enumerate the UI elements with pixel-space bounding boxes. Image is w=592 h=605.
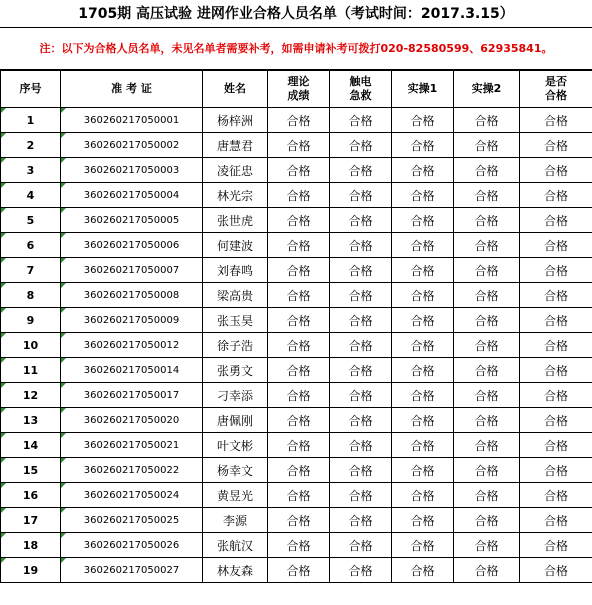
- row-theory-cell[interactable]: 合格: [268, 308, 330, 333]
- row-practical-2-cell[interactable]: 合格: [454, 533, 520, 558]
- row-practical-1-cell[interactable]: 合格: [392, 283, 454, 308]
- row-first-aid-cell[interactable]: 合格: [330, 183, 392, 208]
- row-name-cell[interactable]: 杨幸文: [203, 458, 268, 483]
- row-first-aid-cell[interactable]: 合格: [330, 333, 392, 358]
- table-row: [1, 208, 592, 233]
- row-first-aid-cell[interactable]: 合格: [330, 258, 392, 283]
- row-first-aid-cell[interactable]: 合格: [330, 408, 392, 433]
- table-row: [1, 358, 592, 383]
- row-practical-1-cell[interactable]: 合格: [392, 133, 454, 158]
- header-seq[interactable]: 序号: [1, 71, 61, 108]
- row-practical-2-cell[interactable]: 合格: [454, 333, 520, 358]
- row-seq-cell[interactable]: 13: [1, 408, 61, 433]
- row-theory-cell[interactable]: 合格: [268, 533, 330, 558]
- row-exam-id-cell[interactable]: 360260217050008: [61, 283, 203, 308]
- row-passed-cell[interactable]: 合格: [520, 483, 592, 508]
- table-row: [1, 533, 592, 558]
- table-row: [1, 258, 592, 283]
- row-exam-id-cell[interactable]: 360260217050012: [61, 333, 203, 358]
- row-name-cell[interactable]: 张世虎: [203, 208, 268, 233]
- header-first-aid[interactable]: 触电 急救: [330, 71, 392, 108]
- table-row: [1, 433, 592, 458]
- row-seq-cell[interactable]: 12: [1, 383, 61, 408]
- row-passed-cell[interactable]: 合格: [520, 533, 592, 558]
- row-theory-cell[interactable]: 合格: [268, 108, 330, 133]
- row-practical-2-cell[interactable]: 合格: [454, 133, 520, 158]
- table-row: [1, 508, 592, 533]
- row-name-cell[interactable]: 徐子浩: [203, 333, 268, 358]
- row-first-aid-cell[interactable]: 合格: [330, 208, 392, 233]
- row-practical-1-cell[interactable]: 合格: [392, 358, 454, 383]
- header-theory[interactable]: 理论 成绩: [268, 71, 330, 108]
- table-row: [1, 183, 592, 208]
- row-practical-2-cell[interactable]: 合格: [454, 433, 520, 458]
- row-theory-cell[interactable]: 合格: [268, 133, 330, 158]
- row-passed-cell[interactable]: 合格: [520, 383, 592, 408]
- row-practical-1-cell[interactable]: 合格: [392, 408, 454, 433]
- row-practical-2-cell[interactable]: 合格: [454, 233, 520, 258]
- table-row: [1, 333, 592, 358]
- table-row: [1, 558, 592, 583]
- row-name-cell[interactable]: 张玉昊: [203, 308, 268, 333]
- row-theory-cell[interactable]: 合格: [268, 558, 330, 583]
- row-theory-cell[interactable]: 合格: [268, 508, 330, 533]
- row-exam-id-cell[interactable]: 360260217050020: [61, 408, 203, 433]
- row-theory-cell[interactable]: 合格: [268, 483, 330, 508]
- row-seq-cell[interactable]: 3: [1, 158, 61, 183]
- row-first-aid-cell[interactable]: 合格: [330, 458, 392, 483]
- row-first-aid-cell[interactable]: 合格: [330, 308, 392, 333]
- row-seq-cell[interactable]: 10: [1, 333, 61, 358]
- row-practical-1-cell[interactable]: 合格: [392, 533, 454, 558]
- row-name-cell[interactable]: 唐佩刚: [203, 408, 268, 433]
- row-exam-id-cell[interactable]: 360260217050009: [61, 308, 203, 333]
- row-name-cell[interactable]: 杨梓洲: [203, 108, 268, 133]
- row-exam-id-cell[interactable]: 360260217050022: [61, 458, 203, 483]
- row-practical-1-cell[interactable]: 合格: [392, 333, 454, 358]
- table-row: [1, 483, 592, 508]
- row-first-aid-cell[interactable]: 合格: [330, 483, 392, 508]
- row-exam-id-cell[interactable]: 360260217050017: [61, 383, 203, 408]
- row-exam-id-cell[interactable]: 360260217050027: [61, 558, 203, 583]
- row-theory-cell[interactable]: 合格: [268, 408, 330, 433]
- row-practical-1-cell[interactable]: 合格: [392, 508, 454, 533]
- row-practical-1-cell[interactable]: 合格: [392, 108, 454, 133]
- row-theory-cell[interactable]: 合格: [268, 333, 330, 358]
- row-passed-cell[interactable]: 合格: [520, 158, 592, 183]
- row-name-cell[interactable]: 叶文彬: [203, 433, 268, 458]
- row-passed-cell[interactable]: 合格: [520, 258, 592, 283]
- row-passed-cell[interactable]: 合格: [520, 433, 592, 458]
- row-passed-cell[interactable]: 合格: [520, 108, 592, 133]
- row-exam-id-cell[interactable]: 360260217050002: [61, 133, 203, 158]
- row-practical-1-cell[interactable]: 合格: [392, 183, 454, 208]
- row-practical-1-cell[interactable]: 合格: [392, 308, 454, 333]
- row-name-cell[interactable]: 黄昱光: [203, 483, 268, 508]
- row-theory-cell[interactable]: 合格: [268, 208, 330, 233]
- row-theory-cell[interactable]: 合格: [268, 458, 330, 483]
- row-seq-cell[interactable]: 4: [1, 183, 61, 208]
- row-practical-1-cell[interactable]: 合格: [392, 258, 454, 283]
- row-passed-cell[interactable]: 合格: [520, 233, 592, 258]
- header-practical-2[interactable]: 实操2: [454, 71, 520, 108]
- table-row: [1, 133, 592, 158]
- row-passed-cell[interactable]: 合格: [520, 333, 592, 358]
- row-practical-1-cell[interactable]: 合格: [392, 458, 454, 483]
- row-passed-cell[interactable]: 合格: [520, 183, 592, 208]
- row-first-aid-cell[interactable]: 合格: [330, 283, 392, 308]
- row-passed-cell[interactable]: 合格: [520, 308, 592, 333]
- row-exam-id-cell[interactable]: 360260217050014: [61, 358, 203, 383]
- row-practical-2-cell[interactable]: 合格: [454, 508, 520, 533]
- header-exam-id[interactable]: 准 考 证: [61, 71, 203, 108]
- row-first-aid-cell[interactable]: 合格: [330, 158, 392, 183]
- table-row: [1, 408, 592, 433]
- row-exam-id-cell[interactable]: 360260217050003: [61, 158, 203, 183]
- row-name-cell[interactable]: 梁高贵: [203, 283, 268, 308]
- table-row: [1, 383, 592, 408]
- row-exam-id-cell[interactable]: 360260217050005: [61, 208, 203, 233]
- row-seq-cell[interactable]: 5: [1, 208, 61, 233]
- row-seq-cell[interactable]: 15: [1, 458, 61, 483]
- row-seq-cell[interactable]: 9: [1, 308, 61, 333]
- row-passed-cell[interactable]: 合格: [520, 458, 592, 483]
- results-table: [0, 70, 592, 583]
- row-passed-cell[interactable]: 合格: [520, 358, 592, 383]
- row-seq-cell[interactable]: 1: [1, 108, 61, 133]
- row-seq-cell[interactable]: 17: [1, 508, 61, 533]
- table-row: [1, 283, 592, 308]
- row-exam-id-cell[interactable]: 360260217050021: [61, 433, 203, 458]
- row-practical-1-cell[interactable]: 合格: [392, 433, 454, 458]
- row-practical-2-cell[interactable]: 合格: [454, 458, 520, 483]
- row-name-cell[interactable]: 刘春鸣: [203, 258, 268, 283]
- row-theory-cell[interactable]: 合格: [268, 383, 330, 408]
- row-passed-cell[interactable]: 合格: [520, 408, 592, 433]
- row-exam-id-cell[interactable]: 360260217050024: [61, 483, 203, 508]
- row-first-aid-cell[interactable]: 合格: [330, 383, 392, 408]
- row-exam-id-cell[interactable]: 360260217050001: [61, 108, 203, 133]
- row-name-cell[interactable]: 唐慧君: [203, 133, 268, 158]
- row-practical-2-cell[interactable]: 合格: [454, 483, 520, 508]
- row-theory-cell[interactable]: 合格: [268, 433, 330, 458]
- row-practical-2-cell[interactable]: 合格: [454, 108, 520, 133]
- row-seq-cell[interactable]: 18: [1, 533, 61, 558]
- row-seq-cell[interactable]: 2: [1, 133, 61, 158]
- row-name-cell[interactable]: 凌征忠: [203, 158, 268, 183]
- row-exam-id-cell[interactable]: 360260217050007: [61, 258, 203, 283]
- row-first-aid-cell[interactable]: 合格: [330, 358, 392, 383]
- row-practical-1-cell[interactable]: 合格: [392, 208, 454, 233]
- notice-text: 注：以下为合格人员名单，未见名单者需要补考，如需申请补考可拨打020-82580599、62935841。: [0, 28, 592, 70]
- row-first-aid-cell[interactable]: 合格: [330, 108, 392, 133]
- page-title: 1705期 高压试验 进网作业合格人员名单（考试时间：2017.3.15）: [0, 0, 592, 28]
- row-passed-cell[interactable]: 合格: [520, 558, 592, 583]
- row-theory-cell[interactable]: 合格: [268, 158, 330, 183]
- row-first-aid-cell[interactable]: 合格: [330, 558, 392, 583]
- row-seq-cell[interactable]: 16: [1, 483, 61, 508]
- row-name-cell[interactable]: 林友森: [203, 558, 268, 583]
- row-practical-2-cell[interactable]: 合格: [454, 183, 520, 208]
- row-passed-cell[interactable]: 合格: [520, 133, 592, 158]
- row-passed-cell[interactable]: 合格: [520, 508, 592, 533]
- row-practical-2-cell[interactable]: 合格: [454, 258, 520, 283]
- row-practical-2-cell[interactable]: 合格: [454, 158, 520, 183]
- row-exam-id-cell[interactable]: 360260217050004: [61, 183, 203, 208]
- row-practical-2-cell[interactable]: 合格: [454, 308, 520, 333]
- row-seq-cell[interactable]: 7: [1, 258, 61, 283]
- row-practical-2-cell[interactable]: 合格: [454, 408, 520, 433]
- row-name-cell[interactable]: 李源: [203, 508, 268, 533]
- row-exam-id-cell[interactable]: 360260217050006: [61, 233, 203, 258]
- table-row: [1, 233, 592, 258]
- row-name-cell[interactable]: 何建波: [203, 233, 268, 258]
- row-first-aid-cell[interactable]: 合格: [330, 433, 392, 458]
- row-practical-1-cell[interactable]: 合格: [392, 383, 454, 408]
- row-exam-id-cell[interactable]: 360260217050026: [61, 533, 203, 558]
- header-name[interactable]: 姓名: [203, 71, 268, 108]
- header-passed[interactable]: 是否 合格: [520, 71, 592, 108]
- row-theory-cell[interactable]: 合格: [268, 358, 330, 383]
- row-exam-id-cell[interactable]: 360260217050025: [61, 508, 203, 533]
- row-passed-cell[interactable]: 合格: [520, 208, 592, 233]
- row-practical-1-cell[interactable]: 合格: [392, 158, 454, 183]
- row-name-cell[interactable]: 张航汉: [203, 533, 268, 558]
- row-seq-cell[interactable]: 14: [1, 433, 61, 458]
- row-practical-1-cell[interactable]: 合格: [392, 483, 454, 508]
- row-first-aid-cell[interactable]: 合格: [330, 533, 392, 558]
- row-practical-2-cell[interactable]: 合格: [454, 358, 520, 383]
- header-practical-1[interactable]: 实操1: [392, 71, 454, 108]
- row-theory-cell[interactable]: 合格: [268, 233, 330, 258]
- row-theory-cell[interactable]: 合格: [268, 258, 330, 283]
- row-practical-2-cell[interactable]: 合格: [454, 208, 520, 233]
- row-practical-2-cell[interactable]: 合格: [454, 283, 520, 308]
- row-first-aid-cell[interactable]: 合格: [330, 133, 392, 158]
- row-name-cell[interactable]: 林光宗: [203, 183, 268, 208]
- table-row: [1, 458, 592, 483]
- row-theory-cell[interactable]: 合格: [268, 183, 330, 208]
- row-practical-2-cell[interactable]: 合格: [454, 383, 520, 408]
- row-theory-cell[interactable]: 合格: [268, 283, 330, 308]
- row-passed-cell[interactable]: 合格: [520, 283, 592, 308]
- row-seq-cell[interactable]: 8: [1, 283, 61, 308]
- row-first-aid-cell[interactable]: 合格: [330, 233, 392, 258]
- row-practical-1-cell[interactable]: 合格: [392, 558, 454, 583]
- row-name-cell[interactable]: 刁幸添: [203, 383, 268, 408]
- row-practical-1-cell[interactable]: 合格: [392, 233, 454, 258]
- table-row: [1, 158, 592, 183]
- row-seq-cell[interactable]: 19: [1, 558, 61, 583]
- table-row: [1, 308, 592, 333]
- table-row: [1, 108, 592, 133]
- row-name-cell[interactable]: 张勇文: [203, 358, 268, 383]
- row-practical-2-cell[interactable]: 合格: [454, 558, 520, 583]
- row-seq-cell[interactable]: 6: [1, 233, 61, 258]
- header-row: [1, 71, 592, 108]
- row-first-aid-cell[interactable]: 合格: [330, 508, 392, 533]
- row-seq-cell[interactable]: 11: [1, 358, 61, 383]
